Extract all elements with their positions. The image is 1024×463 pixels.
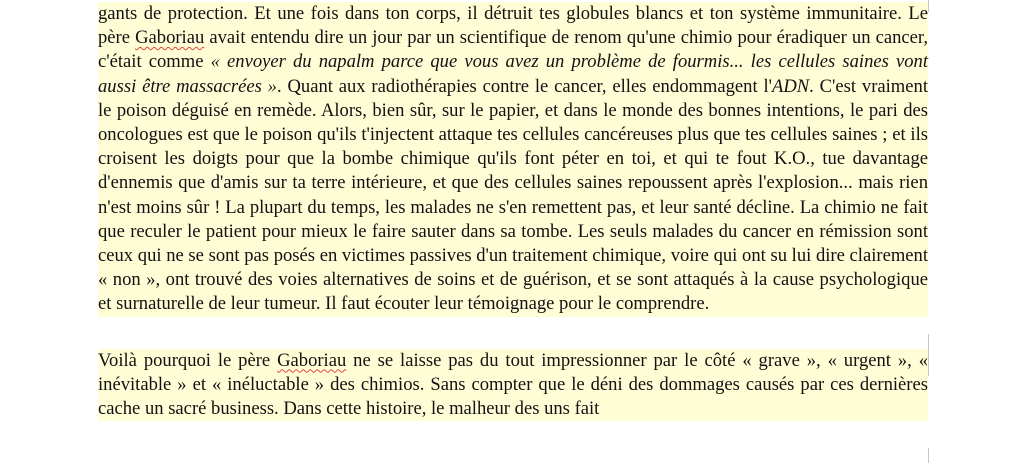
- misspelled-word[interactable]: Gaboriau: [135, 27, 205, 49]
- text-run: . Quant aux radiothérapies contre le cancer, elles endommagent l': [276, 75, 772, 97]
- paragraph-gap: [98, 317, 928, 349]
- text-run: Voilà pourquoi le père: [98, 349, 278, 371]
- margin-guide-middle: [928, 334, 929, 376]
- italic-quote: « envoyer du napalm parce que vous avez un problème de fourmis... les cellules saines vont aussi être massacrées »: [98, 51, 928, 97]
- paragraph-2[interactable]: [98, 349, 928, 422]
- paragraph-1[interactable]: [98, 2, 928, 317]
- text-run: avait entendu dire un jour par un scientifique de renom qu'une chimio pour éradiquer un cancer, c'était comme: [98, 27, 928, 73]
- misspelled-word[interactable]: Gaboriau: [277, 349, 347, 371]
- margin-guide-top: [928, 0, 929, 12]
- text-run: gants de protection. Et une fois dans ton corps, il détruit tes globules blancs et ton système immunitaire. Le père: [98, 3, 928, 49]
- margin-guide-bottom: [928, 448, 929, 463]
- text-run: ne se laisse pas du tout impressionner par le côté « grave », « urgent », « inévitable » et « inéluctable » des chimios. Sans compter que le déni des dommages causés par ces dernières cache un sacré business. Dans cette histoire, le malheur des uns fait: [98, 349, 929, 420]
- document-body[interactable]: [98, 2, 928, 421]
- italic-acronym: ADN: [771, 75, 810, 97]
- text-run: . C'est vraiment le poison déguisé en remède. Alors, bien sûr, sur le papier, et dans le monde des bonnes intentions, le pari des oncologues est que le poison qu'ils t'injectent attaque tes cellules cancéreuses plus que tes cellules saines ; et ils croisent les doigts pour que la bombe chimique qu'ils font péter en toi, et qui te fout K.O., tue davantage d'ennemis que d'amis sur ta terre intérieure, et que des cellules saines repoussent après l'explosion... mais rien n'est moins sûr ! La plupart du temps, les malades ne s'en remettent pas, et leur santé décline. La chimio ne fait que reculer le patient pour mieux le faire sauter dans sa tombe. Les seuls malades du cancer en rémission sont ceux qui ne se sont pas posés en victimes passives d'un traitement chimique, voire qui ont su lui dire clairement « non », ont trouvé des voies alternatives de soins et de guérison, et se sont attaqués à la cause psychologique et surnaturelle de leur tumeur. Il faut écouter leur témoignage pour le comprendre.: [98, 75, 928, 315]
